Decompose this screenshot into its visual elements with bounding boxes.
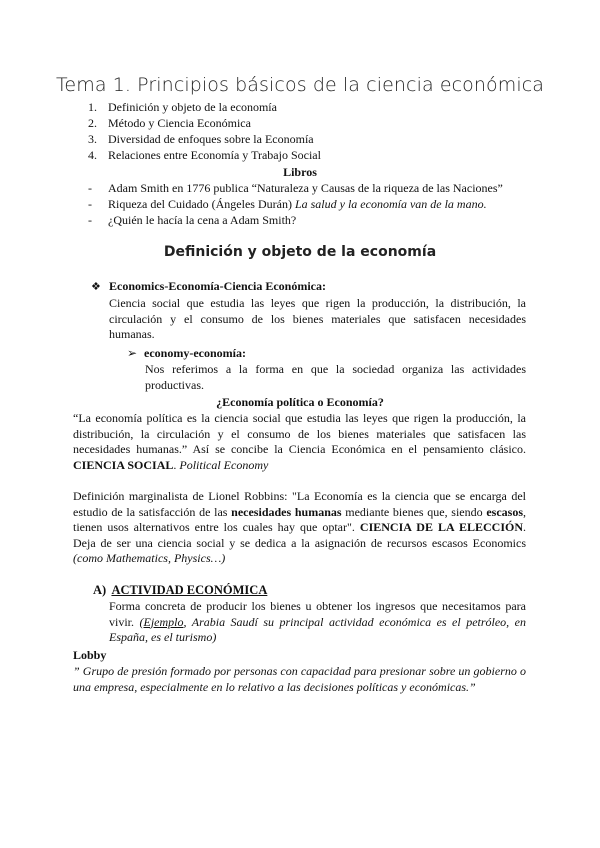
outline-item: 1. Definición y objeto de la economía	[88, 100, 277, 114]
economics-definition: Ciencia social que estudia las leyes que rigen la producción, la distribución, la circulación y el consumo de los bienes materiales que satisfacen necesidades humanas.	[109, 296, 526, 341]
political-economy-quote: “La economía política es la ciencia social que estudia las leyes que rigen la producción, la distribución, la circulación y el consumo de los bienes materiales que satisfacen las necesidades humanas.” Así se concibe la Ciencia Económica en el pensamiento clásico. CIENCIA SOCIAL. Political Economy	[73, 411, 526, 472]
question-heading: ¿Economía política o Economía?	[216, 395, 384, 409]
lobby-quote: ” Grupo de presión formado por personas con capacidad para presionar sobre un gobierno o una empresa, especialmente en lo relativo a las decisiones políticas y económicas.”	[73, 664, 526, 694]
section-heading: Definición y objeto de la economía	[163, 244, 437, 260]
book-item: - ¿Quién le hacía la cena a Adam Smith?	[88, 213, 297, 227]
arrow-bullet-icon: ➢	[127, 346, 138, 360]
book-item: - Adam Smith en 1776 publica “Naturaleza y Causas de la riqueza de las Naciones”	[88, 181, 503, 195]
topic-outline	[88, 100, 321, 164]
lobby-heading: Lobby	[73, 648, 107, 662]
bullet-economics: ❖ Economics-Economía-Ciencia Económica:	[91, 279, 326, 293]
outline-item: 2. Método y Ciencia Económica	[88, 116, 251, 130]
books-heading: Libros	[283, 165, 317, 179]
diamond-bullet-icon: ❖	[91, 281, 101, 293]
book-item: - Riqueza del Cuidado (Ángeles Durán) La salud y la economía van de la mano.	[88, 197, 487, 211]
bullet-economy: ➢ economy-economía:	[127, 346, 246, 360]
outline-item: 4. Relaciones entre Economía y Trabajo Social	[88, 148, 321, 162]
economy-definition: Nos referimos a la forma en que la sociedad organiza las actividades productivas.	[145, 362, 526, 392]
robbins-definition: Definición marginalista de Lionel Robbins: "La Economía es la ciencia que se encarga del estudio de la satisfacción de las necesidades humanas mediante bienes que, siendo escasos, tienen usos alternativos entre los cuales hay que optar". CIENCIA DE LA ELECCIÓN. Deja de ser una ciencia social y se dedica a la asignación de recursos escasos Economics (como Mathematics, Physics…)	[73, 489, 527, 565]
books-list	[88, 181, 503, 229]
page-title: Tema 1. Principios básicos de la ciencia económica	[55, 74, 545, 96]
outline-item: 3. Diversidad de enfoques sobre la Economía	[88, 132, 314, 146]
economic-activity-definition: Forma concreta de producir los bienes u obtener los ingresos que necesitamos para vivir. (Ejemplo, Arabia Saudí su principal actividad económica es el petróleo, en España, es el turismo)	[109, 599, 526, 644]
section-a-heading: A) ACTIVIDAD ECONÓMICA	[93, 583, 268, 597]
